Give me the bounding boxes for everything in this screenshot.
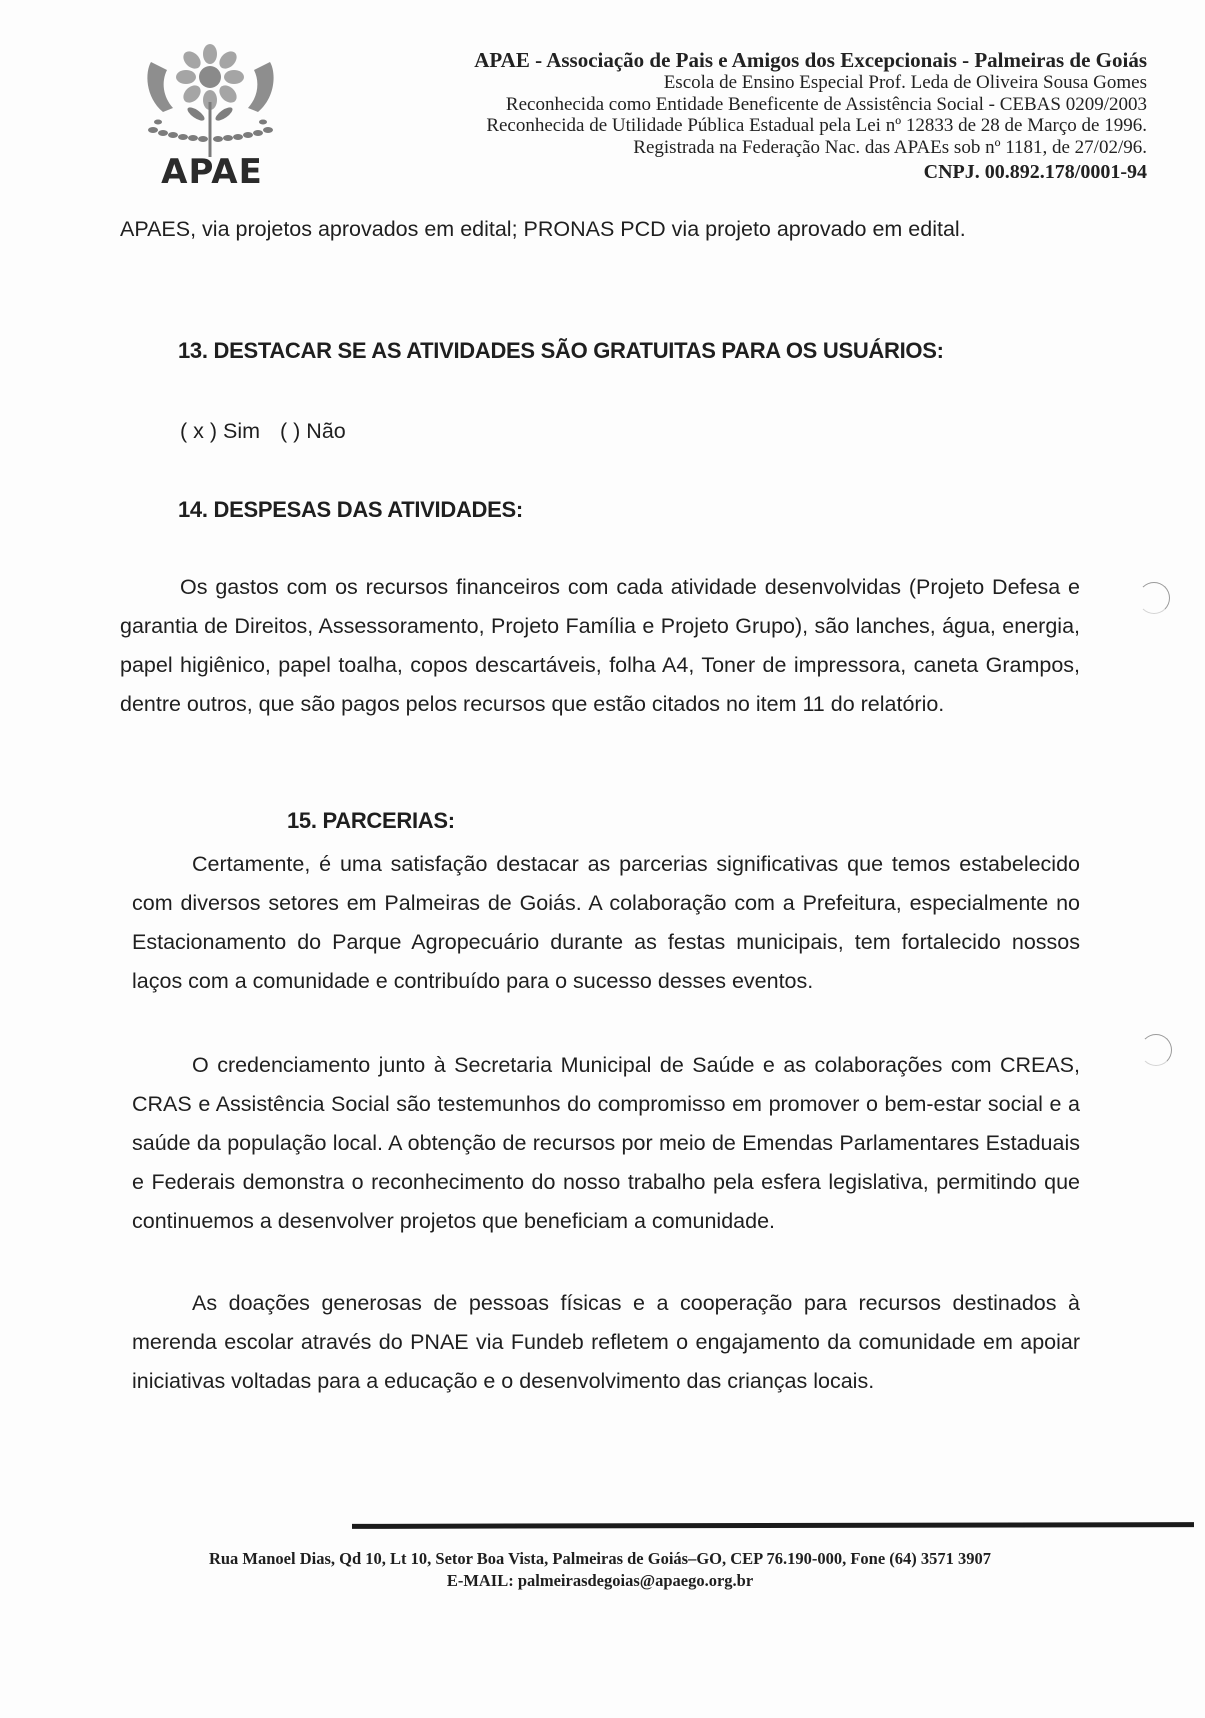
option-nao: ( ) Não [280,419,346,443]
punch-hole-mark [1138,582,1170,614]
section-14-paragraph: Os gastos com os recursos financeiros com cada atividade desenvolvidas (Projeto Defesa e garantia de Direitos, Assessoramento, Projeto Família e Projeto Grupo), são lanches, água, energia, papel higiênico, papel toalha, copos descartáveis, folha A4, Toner de impressora, caneta Grampos, dentre outros, que são pagos pelos recursos que estão citados no item 11 do relatório. [120,575,1080,716]
footer-email: E-MAIL: palmeirasdegoias@apaego.org.br [446,1571,754,1590]
section-15-paragraph: As doações generosas de pessoas físicas e a cooperação para recursos destinados à merenda escolar através do PNAE via Fundeb refletem o engajamento da comunidade em apoiar iniciativas voltadas para a educação e o desenvolvimento das crianças locais. [132,1291,1080,1393]
section-13-heading: 13. DESTACAR SE AS ATIVIDADES SÃO GRATUITAS PARA OS USUÁRIOS: [178,338,944,363]
letterhead-line: Reconhecida de Utilidade Pública Estadual pela Lei nº 12833 de 28 de Março de 1996. [486,115,1147,136]
section-14-heading: 14. DESPESAS DAS ATIVIDADES: [178,497,523,522]
logo-wordmark: APAE [161,152,263,192]
organization-name: APAE - Associação de Pais e Amigos dos Excepcionais - Palmeiras de Goiás [474,48,1147,72]
letterhead-line: Escola de Ensino Especial Prof. Leda de Oliveira Sousa Gomes [663,72,1147,93]
letterhead-line: Registrada na Federação Nac. das APAEs sob nº 1181, de 27/02/96. [633,136,1147,158]
footer-divider [352,1522,1194,1529]
punch-hole-mark [1140,1034,1172,1066]
footer-address: Rua Manoel Dias, Qd 10, Lt 10, Setor Boa Vista, Palmeiras de Goiás–GO, CEP 76.190-000, Fone (64) 3571 3907 [208,1549,992,1568]
footer [120,1548,1080,1592]
section-15-heading: 15. PARCERIAS: [287,808,455,833]
section-15-paragraph: Certamente, é uma satisfação destacar as parcerias significativas que temos estabelecido com diversos setores em Palmeiras de Goiás. A colaboração com a Prefeitura, especialmente no Estacionamento do Parque Agropecuário durante as festas municipais, tem fortalecido nossos laços com a comunidade e contribuído para o sucesso desses eventos. [132,852,1080,993]
letterhead-line: Reconhecida como Entidade Beneficente de Assistência Social - CEBAS 0209/2003 [505,93,1147,115]
cnpj: CNPJ. 00.892.178/0001-94 [923,161,1147,183]
flower-hands-icon [133,42,288,157]
option-sim: ( x ) Sim [180,419,261,443]
free-activities-choices [180,419,346,444]
letterhead [327,48,1147,184]
section-15-paragraph: O credenciamento junto à Secretaria Municipal de Saúde e as colaborações com CREAS, CRAS e Assistência Social são testemunhos do compromisso em promover o bem-estar social e a saúde da população local. A obtenção de recursos por meio de Emendas Parlamentares Estaduais e Federais demonstra o reconhecimento do nosso trabalho pela esfera legislativa, permitindo que continuemos a desenvolver projetos que beneficiam a comunidade. [132,1053,1080,1233]
intro-paragraph: APAES, via projetos aprovados em edital; PRONAS PCD via projeto aprovado em edital. [120,217,966,241]
